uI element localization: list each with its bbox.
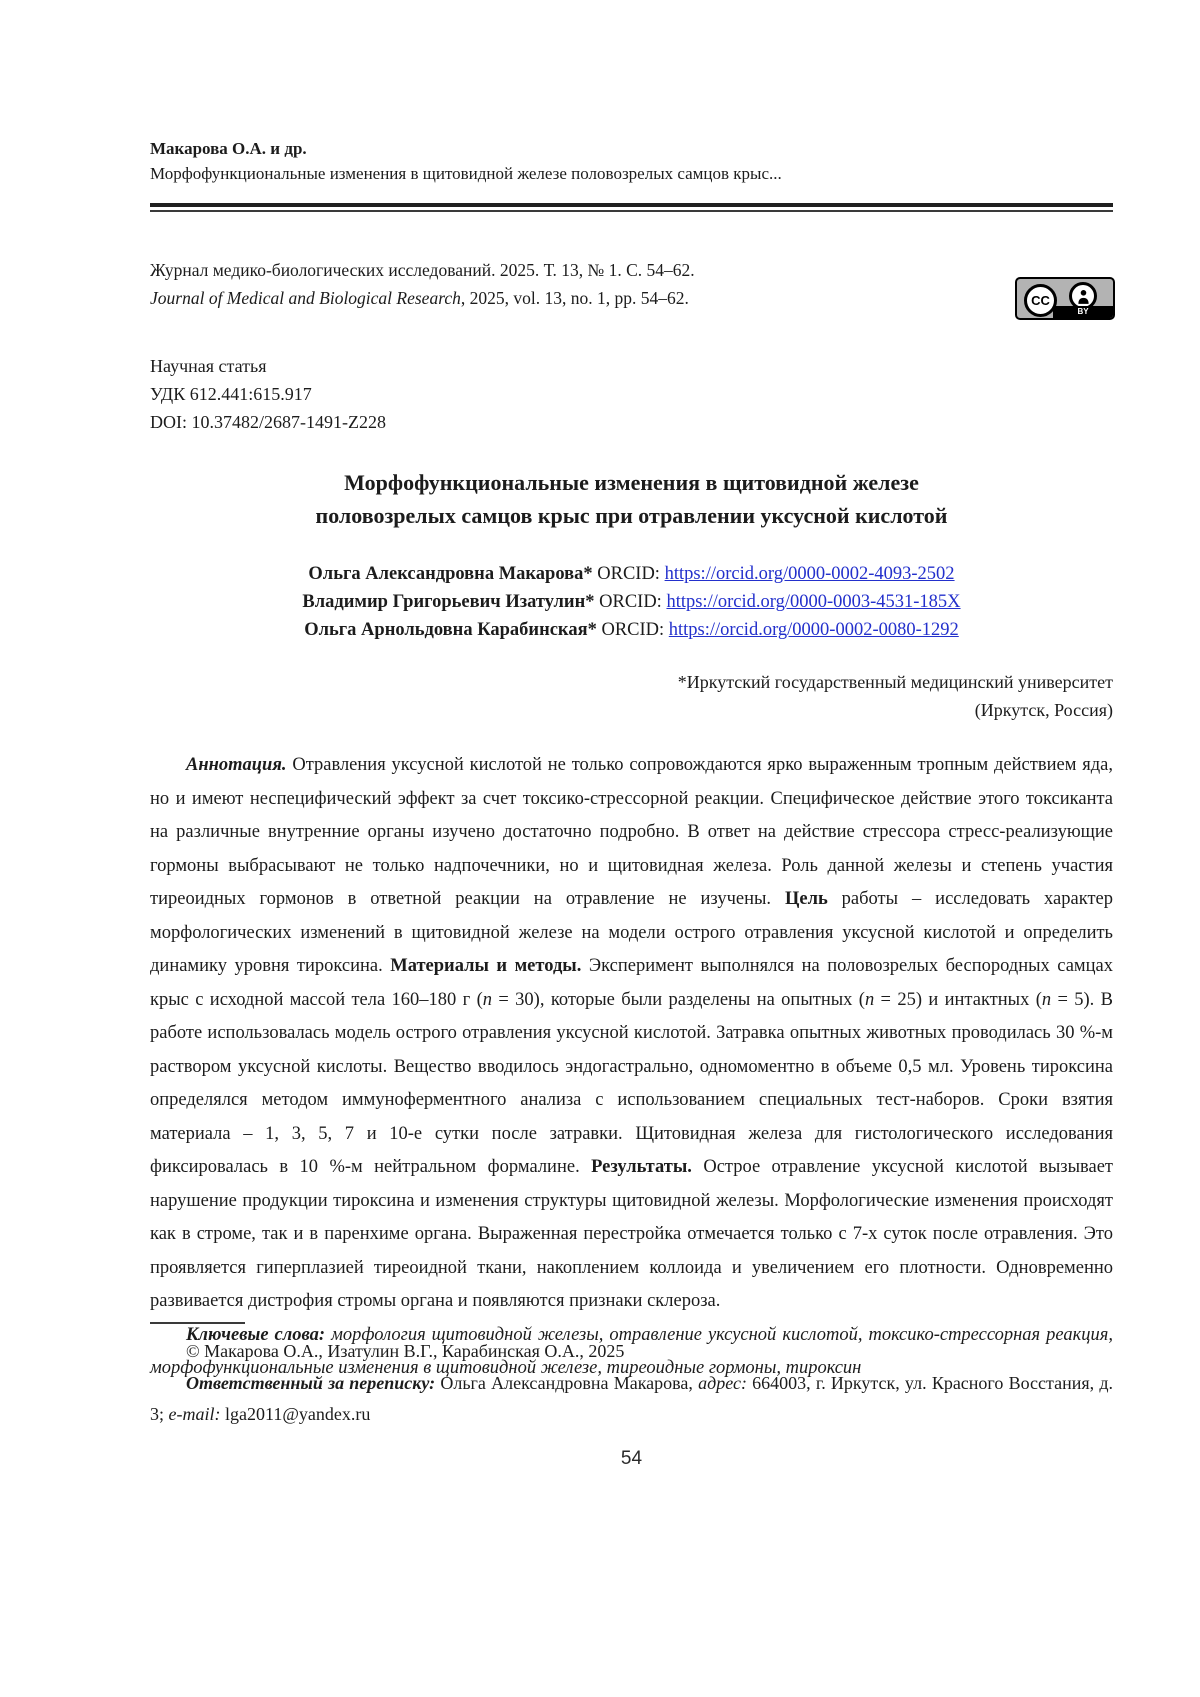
header-divider bbox=[150, 203, 1113, 212]
orcid-label: ORCID: bbox=[597, 564, 665, 584]
cc-icon: CC bbox=[1024, 284, 1057, 317]
keywords-paragraph: Ключевые слова: морфология щитовидной железы, отравление уксусной кислотой, токсико-стрессорная реакция, морфофункциональные изменения в щитовидной железе, тиреоидные гормоны, тироксин bbox=[150, 1324, 1113, 1378]
cc-by-license-badge[interactable] bbox=[1015, 277, 1115, 320]
running-head-title: Морфофункциональные изменения в щитовидной железе половозрелых самцов крыс... bbox=[150, 164, 782, 183]
footnote-divider bbox=[150, 1322, 245, 1324]
article-title-line2: половозрелых самцов крыс при отравлении уксусной кислотой bbox=[315, 503, 948, 528]
citation-russian: Журнал медико-биологических исследований. 2025. Т. 13, № 1. С. 54–62. bbox=[150, 260, 695, 280]
citation-english bbox=[150, 284, 1113, 312]
orcid-link[interactable]: https://orcid.org/0000-0002-0080-1292 bbox=[668, 620, 959, 640]
author-row bbox=[150, 616, 1113, 644]
article-type: Научная статья bbox=[150, 356, 267, 376]
orcid-link[interactable]: https://orcid.org/0000-0003-4531-185X bbox=[666, 592, 961, 612]
abstract-paragraph: Аннотация. Отравления уксусной кислотой не только сопровождаются ярко выраженным тропным действием яда, но и имеют неспецифический эффект за счет токсико-стрессорной реакции. Специфическое действие этого токсиканта на различные внутренние органы изучено достаточно подробно. В ответ на действие стрессора стресс-реализующие гормоны выбрасывают не только надпочечники, но и щитовидная железа. Роль данной железы и степень участия тиреоидных гормонов в ответной реакции на отравление не изучены. Цель работы – исследовать характер морфологических изменений в щитовидной железе на модели острого отравления уксусной кислотой и определить динамику уровня тироксина. Материалы и методы. Эксперимент выполнялся на половозрелых беспородных самцах крыс с исходной массой тела 160–180 г (n = 30), которые были разделены на опытных (n = 25) и интактных (n = 5). В работе использовалась модель острого отравления уксусной кислотой. Затравка опытных животных проводилась 30 %-м раствором уксусной кислоты. Вещество вводилось эндогастрально, одномоментно в объеме 0,5 мл. Уровень тироксина определялся методом иммуноферментного анализа с использованием специальных тест-наборов. Сроки взятия материала – 1, 3, 5, 7 и 10-е сутки после затравки. Щитовидная железа для гистологического исследования фиксировалась в 10 %-м нейтральном формалине. Результаты. Острое отравление уксусной кислотой вызывает нарушение продукции тироксина и изменения структуры щитовидной железы. Морфологические изменения происходят как в строме, так и в паренхиме органа. Выраженная перестройка отмечается только с 7-х суток после отравления. Это проявляется гиперплазией тиреоидной ткани, накоплением коллоида и увеличением его плотности. Одновременно развивается дистрофия стромы органа и появляются признаки склероза. bbox=[150, 755, 1114, 1311]
divider-thin-line bbox=[150, 210, 1113, 212]
author-row bbox=[150, 588, 1113, 616]
affiliation-line1: *Иркутский государственный медицинский университет bbox=[677, 672, 1113, 692]
author-name: Ольга Арнольдовна Карабинская* bbox=[304, 620, 597, 640]
author-name: Ольга Александровна Макарова* bbox=[308, 564, 593, 584]
running-head-authors: Макарова О.А. и др. bbox=[150, 139, 307, 158]
author-row bbox=[150, 560, 1113, 588]
author-name: Владимир Григорьевич Изатулин* bbox=[302, 592, 595, 612]
article-title bbox=[150, 466, 1113, 532]
affiliation-block bbox=[150, 668, 1113, 724]
footnote-area bbox=[150, 1322, 1113, 1430]
orcid-label: ORCID: bbox=[601, 620, 669, 640]
udc-number: УДК 612.441:615.917 bbox=[150, 384, 312, 404]
correspondence-paragraph: Ответственный за переписку: Ольга Александровна Макарова, адрес: 664003, г. Иркутск, ул. Красного Восстания, д. 3; e-mail: lga2011@yandex.ru bbox=[150, 1373, 1113, 1424]
divider-thick-line bbox=[150, 203, 1113, 207]
doi-number: DOI: 10.37482/2687-1491-Z228 bbox=[150, 412, 386, 432]
article-title-line1: Морфофункциональные изменения в щитовидной железе bbox=[344, 470, 919, 495]
article-meta bbox=[150, 352, 1113, 436]
orcid-link[interactable]: https://orcid.org/0000-0002-4093-2502 bbox=[664, 564, 955, 584]
page-number: 54 bbox=[620, 1448, 643, 1469]
citation-english-rest: , 2025, vol. 13, no. 1, pp. 54–62. bbox=[460, 288, 689, 308]
affiliation-line2: (Иркутск, Россия) bbox=[974, 700, 1113, 720]
orcid-label: ORCID: bbox=[599, 592, 667, 612]
journal-citation bbox=[150, 256, 1113, 312]
copyright-line: © Макарова О.А., Изатулин В.Г., Карабинская О.А., 2025 bbox=[186, 1341, 625, 1361]
citation-english-journal-name: Journal of Medical and Biological Research bbox=[150, 288, 461, 308]
authors-block bbox=[150, 560, 1113, 644]
running-head bbox=[150, 136, 1113, 186]
by-label: BY bbox=[1053, 306, 1113, 318]
